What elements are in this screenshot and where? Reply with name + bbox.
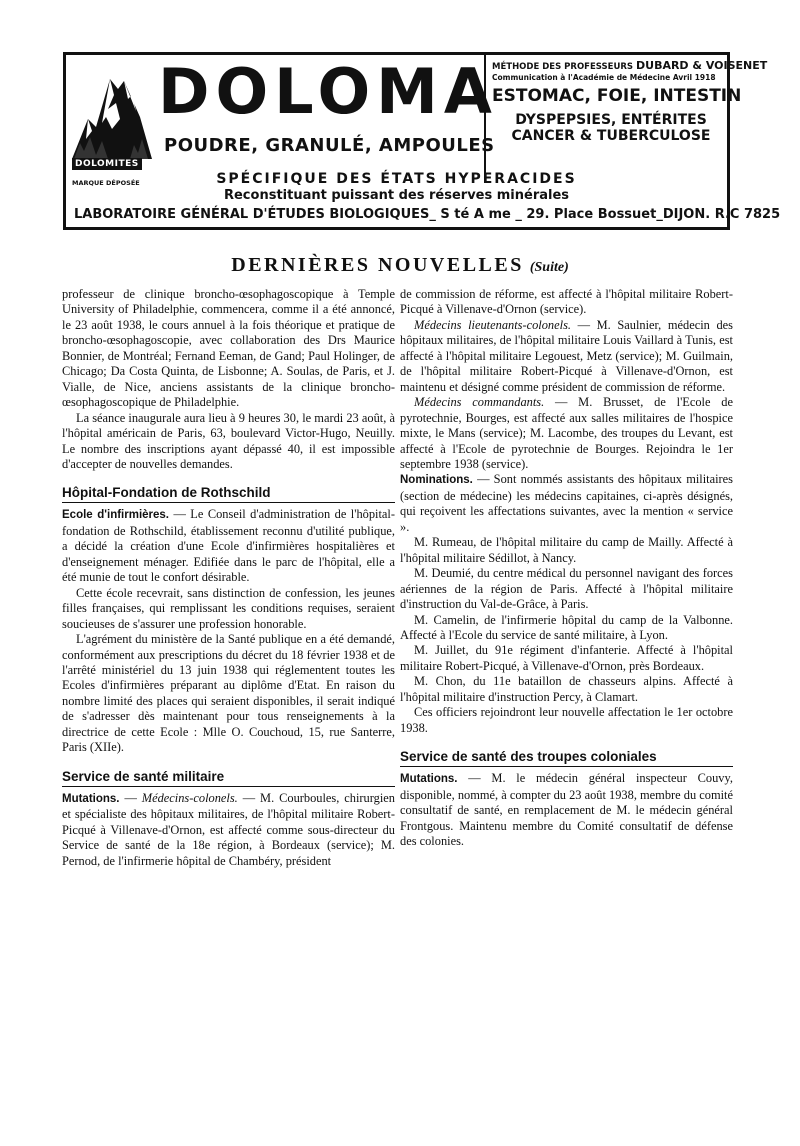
paragraph: professeur de clinique broncho-œsophagoscopique à Temple University of Philadelphie, commencera, comme il a été annoncé, le 23 août 1938, le cours annuel à la fois théorique et pratique de broncho-œsophagoscopie, avec collaboration des Drs Maurice Bonnier, de Montréal; Fernand Eeman, de Gand; Paul Holinger, de Chicago; Da Costa Quinta, de Lisbonne; A. Soulas, de Paris, et J. Vialle, de Nice, anciens assistants de la clinique broncho-œsophagoscopique de Philadelphie. [62,287,395,410]
paragraph [400,318,733,395]
paragraph-text: — M. Saulnier, médecin des hôpitaux militaires, de l'hôpital militaire Louis Vaillard à Tunis, est affecté à l'hôpital militaire Legouest, Metz (service); M. Guilmain, de l'hôpital militaire Robert-Picqué à Villenave-d'Ornon, est maintenu et désigné comme président de commission de réforme. [400,317,734,394]
product-forms: POUDRE, GRANULÉ, AMPOULES [164,135,495,156]
diseases-line-1: DYSPEPSIES, ENTÉRITES [515,112,707,128]
paragraph: Cette école recevrait, sans distinction de confession, les jeunes filles françaises, qui remplissant les conditions requises, seraient soucieuses de s'assurer une profession honorable. [62,585,395,631]
doloma-advertisement [63,52,781,230]
trademark-label: MARQUE DÉPOSÉE [72,179,140,187]
paragraph: M. Chon, du 11e bataillon de chasseurs alpins. Affecté à l'hôpital militaire d'instruction Percy, à Clamart. [400,674,733,704]
specific-line: SPÉCIFIQUE DES ÉTATS HYPERACIDES [216,171,577,187]
method-line [492,59,768,72]
paragraph-lead: Mutations. [400,773,458,786]
paragraph-italic: Médecins lieutenants-colonels. [414,317,571,332]
paragraph [400,395,733,472]
paragraph: M. Rumeau, de l'hôpital militaire du camp de Mailly. Affecté à l'hôpital militaire Sédillot, à Nancy. [400,535,733,565]
paragraph: L'agrément du ministère de la Santé publique en a été demandé, conformément aux prescriptions du décret du 18 février 1938 et de l'arrêté ministériel du 13 juin 1938 qui réglementent toutes les Ecoles d'infirmières préparant au diplôme d'Etat. En raison du nombre limité des places qui seraient disponibles, il serait indiqué de s'adresser dès maintenant pour tous renseignements à la directrice de cette Ecole : Mlle O. Couchoud, 15, rue Santerre, Paris (XIIe). [62,632,395,755]
paragraph-text: — Sont nommés assistants des hôpitaux militaires (section de médecine) les médecins capitaines, ci-après désignés, qui reçoivent les affectations suivantes, avec la mention « service ». [400,472,733,534]
section-heading-colonial-health: Service de santé des troupes coloniales [400,748,733,767]
paragraph: Ces officiers rejoindront leur nouvelle affectation le 1er octobre 1938. [400,705,733,735]
paragraph: de commission de réforme, est affecté à l'hôpital militaire Robert-Picqué à Villenave-d'Ornon (service). [400,287,733,317]
paragraph-text: — M. le médecin général inspecteur Couvy, disponible, nommé, à compter du 23 août 1938, membre du comité consultatif de santé, en remplacement de M. le médecin général Frontgous. Maintenu membre du Comité consultatif de défense des colonies. [400,771,733,848]
paragraph-italic: Médecins-colonels. [141,790,238,805]
paragraph: Mutations. — Médecins-colonels. — M. Courboules, chirurgien et spécialiste des hôpitaux militaires, de l'hôpital militaire Robert-Picqué à Villenave-d'Ornon, est affecté comme sous-directeur du Service de santé de la 18e région, à Bordeaux (service); M. Pernod, de l'infirmerie hôpital de Chambéry, président [62,790,395,868]
paragraph: M. Deumié, du centre médical du personnel navigant des forces aériennes de la région de Paris. Affecté à l'hôpital militaire d'instruction du Val-de-Grâce, à Paris. [400,566,733,612]
right-column [400,287,733,849]
paragraph-lead: Ecole d'infirmières. [62,509,169,522]
paragraph-text: — M. Courboules, chirurgien et spécialiste des hôpitaux militaires, de l'hôpital militaire Robert-Picqué à Villenave-d'Ornon, est affecté comme sous-directeur du Service de santé de la 18e région, à Bordeaux (service); M. Pernod, de l'infirmerie hôpital de Chambéry, président [62,790,395,868]
page-title [0,254,800,277]
paragraph [400,472,733,535]
section-heading-rothschild: Hôpital-Fondation de Rothschild [62,484,395,503]
ad-indications [484,55,768,183]
laboratory-line: LABORATOIRE GÉNÉRAL D'ÉTUDES BIOLOGIQUES_ S té A me _ 29. Place Bossuet_DIJON. R.C 7825 [74,207,781,222]
paragraph-text: — Le Conseil d'administration de l'hôpital-fondation de Rothschild, établissement reconnu d'utilité publique, a décidé la création d'une Ecole d'infirmières hospitalières et d'enseignement ménager. Edifiée dans le parc de l'hôpital, elle a été munie de tout le confort désirable. [62,507,395,585]
paragraph-lead: Nominations. [400,474,473,487]
brand-name: DOLOMA [158,55,498,128]
mountain-icon [70,59,154,171]
paragraph-italic: Médecins commandants. [414,395,545,410]
paragraph-text: — M. Brusset, de l'Ecole de pyrotechnie, Bourges, est affecté aux salles militaires de l'hospice mixte, le Mans (service); M. Lacombe, des troupes du Levant, est affecté à l'Ecole de pyrotechnie de Bourges. Rejoindra le 1er septembre 1938 (service). [400,395,733,471]
paragraph: M. Camelin, de l'infirmerie hôpital du camp de la Valbonne. Affecté à l'Ecole du service de santé militaire, à Lyon. [400,612,733,642]
logo-caption: DOLOMITES [72,158,142,170]
paragraph-lead: Mutations. [62,792,120,805]
paragraph: La séance inaugurale aura lieu à 9 heures 30, le mardi 23 août, à l'hôpital américain de Paris, 63, boulevard Victor-Hugo, Neuilly. Le nombre des inscriptions ayant dépassé 40, il est impossible d'accepter de nouvelles demandes. [62,410,395,471]
organs-line: ESTOMAC, FOIE, INTESTIN [492,86,742,106]
method-label: MÉTHODE DES PROFESSEURS [492,62,634,72]
paragraph [400,771,733,849]
paragraph: M. Juillet, du 91e régiment d'infanterie. Affecté à l'hôpital militaire Robert-Picqué, à Villenave-d'Ornon, près Bordeaux. [400,643,733,673]
method-names: DUBARD & VOISENET [636,59,768,72]
title-suite: (Suite) [529,260,569,275]
left-column [62,287,395,869]
title-text: DERNIÈRES NOUVELLES [231,254,524,276]
diseases-line-2: CANCER & TUBERCULOSE [511,128,711,144]
reconstituant-line: Reconstituant puissant des réserves minérales [223,188,570,203]
section-heading-military-health: Service de santé militaire [62,768,395,787]
communication-line: Communication à l'Académie de Médecine Avril 1918 [492,73,716,82]
paragraph [62,507,395,585]
